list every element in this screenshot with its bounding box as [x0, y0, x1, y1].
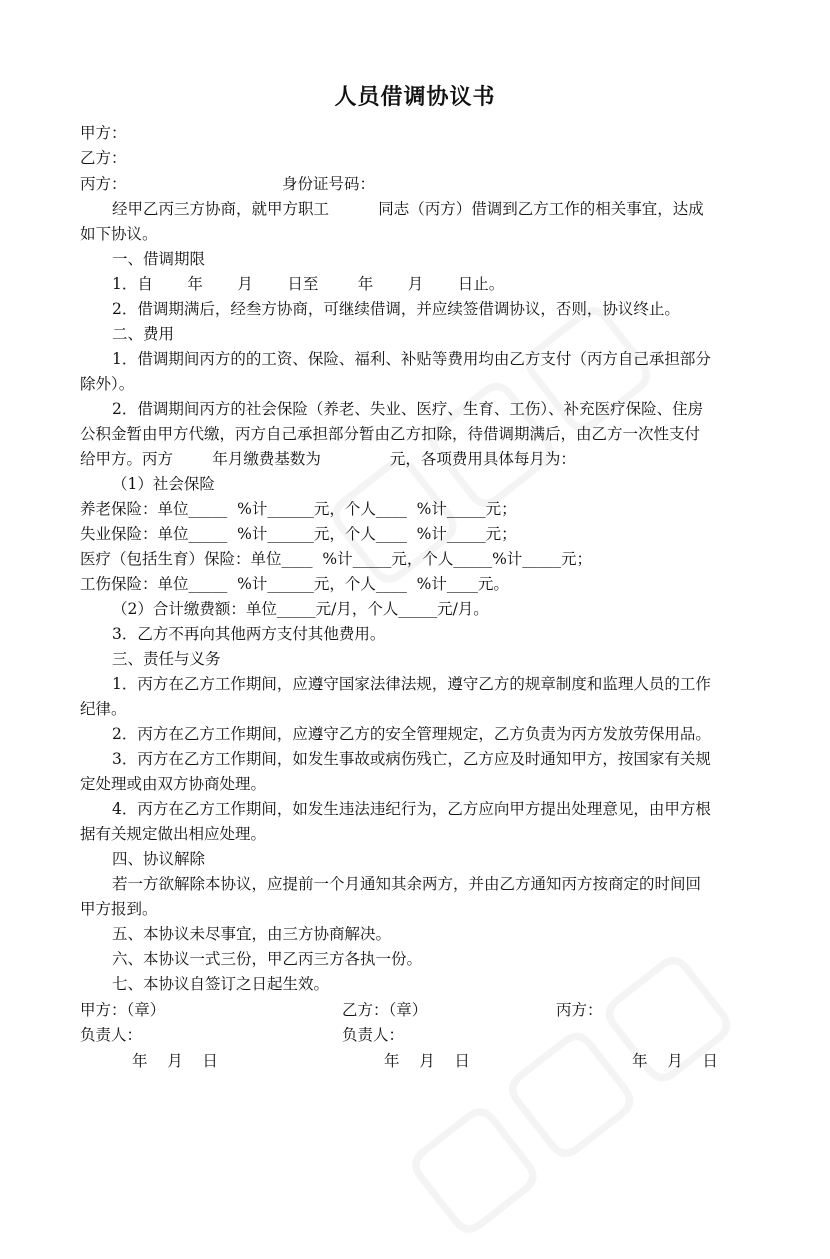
clause-text: 1．借调期间丙方的的工资、保险、福利、补贴等费用均由乙方支付（丙方自己承担部分: [112, 350, 711, 368]
section-heading: 二、费用: [112, 325, 175, 343]
clause-text: 1．丙方在乙方工作期间，应遵守国家法律法规，遵守乙方的规章制度和监理人员的工作: [112, 675, 711, 693]
clause-text: 除外）。: [80, 375, 135, 393]
intro-line: 如下协议。: [80, 225, 158, 243]
date-line: 年 月 日: [384, 1052, 470, 1070]
party-yi-label: 乙方：: [80, 149, 127, 167]
unemployment-insurance-line: 失业保险：单位_____ %计______元，个人____ %计_____元；: [80, 525, 517, 543]
clause-text: 4．丙方在乙方工作期间，如发生违法违纪行为，乙方应向甲方提出处理意见，由甲方根: [112, 800, 711, 818]
clause-text: 纪律。: [80, 700, 127, 718]
signature-jia: 甲方：（章）: [80, 1001, 166, 1019]
clause-text: 据有关规定做出相应处理。: [80, 825, 267, 843]
watermark: [372, 913, 756, 1259]
section-heading: 五、本协议未尽事宜，由三方协商解决。: [112, 925, 392, 943]
responsible-person-label: 负责人：: [342, 1026, 405, 1044]
clause-text: 2．借调期间丙方的社会保险（养老、失业、医疗、生育、工伤）、补充医疗保险、住房: [112, 400, 704, 418]
clause-text: 若一方欲解除本协议，应提前一个月通知其余两方，并由乙方通知丙方按商定的时间回: [112, 875, 702, 893]
signature-bing: 丙方：: [556, 1001, 603, 1019]
pension-insurance-line: 养老保险：单位_____ %计______元，个人____ %计_____元；: [80, 500, 517, 518]
clause-text: 给甲方。丙方 年月缴费基数为 元，各项费用具体每月为：: [80, 450, 576, 468]
intro-line: 经甲乙丙三方协商，就甲方职工 同志（丙方）借调到乙方工作的相关事宜，达成: [112, 200, 704, 218]
date-line: 年 月 日: [132, 1052, 218, 1070]
total-contribution-line: （2）合计缴费额：单位_____元/月，个人_____元/月。: [112, 600, 489, 618]
injury-insurance-line: 工伤保险：单位_____ %计______元，个人____ %计____元。: [80, 575, 509, 593]
date-line: 年 月 日: [632, 1052, 718, 1070]
party-jia-label: 甲方：: [80, 124, 127, 142]
section-heading: 四、协议解除: [112, 850, 206, 868]
clause-text: 3．丙方在乙方工作期间，如发生事故或病伤残亡，乙方应及时通知甲方，按国家有关规: [112, 750, 711, 768]
document-title: 人员借调协议书: [334, 85, 496, 110]
clause-text: 3．乙方不再向其他两方支付其他费用。: [112, 625, 386, 643]
clause-text: 2．借调期满后，经叁方协商，可继续借调，并应续签借调协议，否则，协议终止。: [112, 300, 680, 318]
section-heading: 七、本协议自签订之日起生效。: [112, 975, 330, 993]
signature-yi: 乙方：（章）: [342, 1001, 428, 1019]
clause-text: 1．自 年 月 日至 年 月 日止。: [112, 275, 505, 293]
clause-text: 2．丙方在乙方工作期间，应遵守乙方的安全管理规定，乙方负责为丙方发放劳保用品。: [112, 725, 711, 743]
section-heading: 一、借调期限: [112, 250, 206, 268]
clause-text: 公积金暂由甲方代缴，丙方自己承担部分暂由乙方扣除，待借调期满后，由乙方一次性支付: [80, 425, 701, 443]
clause-text: 甲方报到。: [80, 900, 158, 918]
section-heading: 三、责任与义务: [112, 650, 221, 668]
subsection-heading: （1）社会保险: [112, 475, 215, 493]
medical-insurance-line: 医疗（包括生育）保险：单位____ %计_____元，个人_____%计_____元；: [80, 550, 593, 568]
clause-text: 定处理或由双方协商处理。: [80, 775, 267, 793]
id-number-label: 身份证号码：: [282, 175, 376, 193]
section-heading: 六、本协议一式三份，甲乙丙三方各执一份。: [112, 950, 423, 968]
party-bing-label: 丙方：: [80, 175, 127, 193]
responsible-person-label: 负责人：: [80, 1026, 143, 1044]
